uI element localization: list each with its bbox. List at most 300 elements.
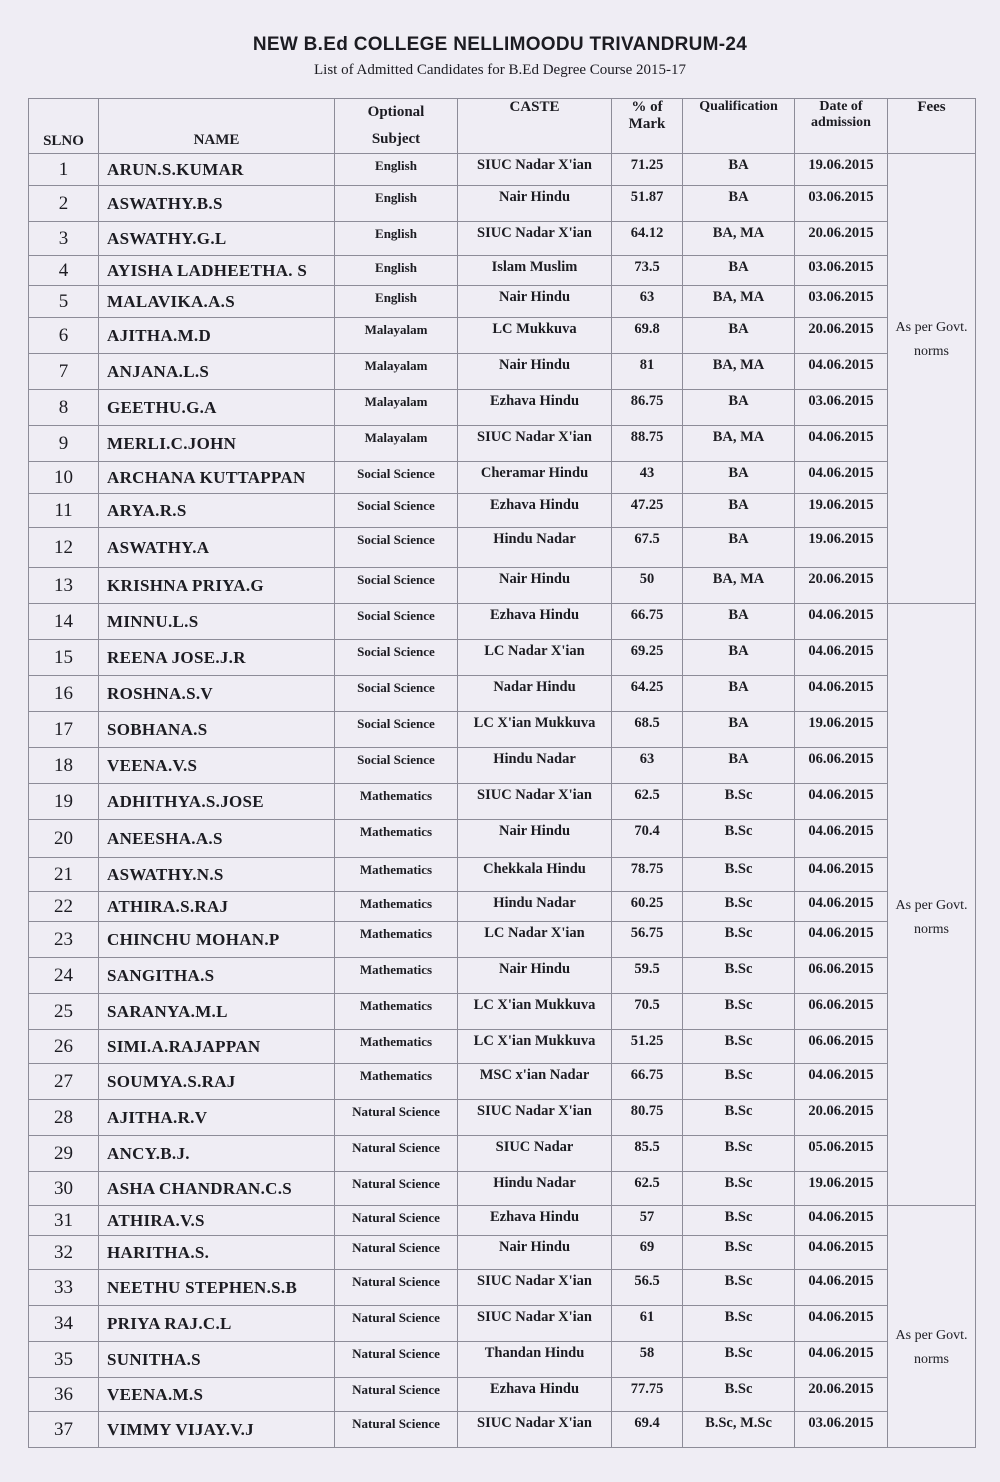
cell-mark: 51.87: [612, 186, 683, 222]
table-row: [29, 1306, 976, 1342]
cell-mark: 61: [612, 1306, 683, 1342]
cell-date: 04.06.2015: [795, 784, 888, 820]
cell-date: 06.06.2015: [795, 1030, 888, 1064]
cell-date: 04.06.2015: [795, 604, 888, 640]
cell-subject: Social Science: [335, 494, 458, 528]
cell-qualification: B.Sc: [683, 784, 795, 820]
cell-qualification: BA: [683, 462, 795, 494]
cell-qualification: BA: [683, 390, 795, 426]
table-row: [29, 640, 976, 676]
cell-caste: Nair Hindu: [458, 1236, 612, 1270]
cell-subject: Malayalam: [335, 390, 458, 426]
cell-name: ASWATHY.A: [99, 528, 335, 568]
cell-mark: 43: [612, 462, 683, 494]
cell-subject: Mathematics: [335, 892, 458, 922]
table-row: [29, 318, 976, 354]
cell-caste: Ezhava Hindu: [458, 1206, 612, 1236]
cell-subject: Social Science: [335, 604, 458, 640]
cell-caste: SIUC Nadar X'ian: [458, 1100, 612, 1136]
cell-qualification: BA: [683, 676, 795, 712]
cell-mark: 73.5: [612, 256, 683, 286]
cell-mark: 66.75: [612, 604, 683, 640]
cell-date: 19.06.2015: [795, 712, 888, 748]
cell-subject: Social Science: [335, 462, 458, 494]
cell-subject: Social Science: [335, 676, 458, 712]
table-header-row: [29, 99, 976, 154]
cell-qualification: BA, MA: [683, 568, 795, 604]
cell-mark: 67.5: [612, 528, 683, 568]
cell-mark: 69.4: [612, 1412, 683, 1448]
cell-mark: 70.5: [612, 994, 683, 1030]
cell-caste: Islam Muslim: [458, 256, 612, 286]
cell-date: 04.06.2015: [795, 892, 888, 922]
cell-qualification: BA: [683, 712, 795, 748]
cell-qualification: BA: [683, 604, 795, 640]
cell-slno: 15: [29, 640, 99, 676]
cell-date: 04.06.2015: [795, 1236, 888, 1270]
cell-qualification: BA: [683, 186, 795, 222]
cell-caste: Nair Hindu: [458, 958, 612, 994]
cell-mark: 64.25: [612, 676, 683, 712]
cell-slno: 35: [29, 1342, 99, 1378]
cell-name: ARYA.R.S: [99, 494, 335, 528]
table-row: [29, 958, 976, 994]
cell-name: PRIYA RAJ.C.L: [99, 1306, 335, 1342]
admission-table: [28, 98, 976, 1448]
cell-name: MALAVIKA.A.S: [99, 286, 335, 318]
cell-date: 03.06.2015: [795, 186, 888, 222]
cell-subject: English: [335, 154, 458, 186]
cell-qualification: B.Sc: [683, 858, 795, 892]
header-caste: CASTE: [458, 99, 612, 154]
cell-slno: 7: [29, 354, 99, 390]
cell-caste: LC Nadar X'ian: [458, 640, 612, 676]
cell-slno: 2: [29, 186, 99, 222]
cell-mark: 77.75: [612, 1378, 683, 1412]
cell-caste: SIUC Nadar X'ian: [458, 426, 612, 462]
cell-caste: SIUC Nadar X'ian: [458, 1306, 612, 1342]
fees-note: As per Govt. norms: [895, 320, 968, 359]
cell-subject: English: [335, 286, 458, 318]
cell-slno: 11: [29, 494, 99, 528]
cell-caste: Ezhava Hindu: [458, 604, 612, 640]
cell-qualification: B.Sc: [683, 1206, 795, 1236]
cell-subject: Malayalam: [335, 426, 458, 462]
cell-mark: 80.75: [612, 1100, 683, 1136]
header-qualification: Qualification: [683, 99, 795, 154]
cell-caste: Ezhava Hindu: [458, 390, 612, 426]
cell-qualification: B.Sc: [683, 1100, 795, 1136]
cell-caste: LC X'ian Mukkuva: [458, 994, 612, 1030]
cell-subject: Natural Science: [335, 1100, 458, 1136]
cell-mark: 68.5: [612, 712, 683, 748]
cell-qualification: BA, MA: [683, 354, 795, 390]
cell-date: 04.06.2015: [795, 1206, 888, 1236]
table-row: [29, 390, 976, 426]
cell-mark: 58: [612, 1342, 683, 1378]
cell-date: 03.06.2015: [795, 1412, 888, 1448]
cell-mark: 86.75: [612, 390, 683, 426]
cell-qualification: B.Sc: [683, 1306, 795, 1342]
table-row: [29, 154, 976, 186]
cell-name: VEENA.V.S: [99, 748, 335, 784]
cell-date: 19.06.2015: [795, 528, 888, 568]
table-row: [29, 1064, 976, 1100]
cell-caste: SIUC Nadar X'ian: [458, 1412, 612, 1448]
cell-caste: Nadar Hindu: [458, 676, 612, 712]
cell-caste: LC Nadar X'ian: [458, 922, 612, 958]
cell-name: SANGITHA.S: [99, 958, 335, 994]
table-row: [29, 286, 976, 318]
cell-qualification: BA: [683, 494, 795, 528]
cell-mark: 69.25: [612, 640, 683, 676]
cell-date: 06.06.2015: [795, 748, 888, 784]
fees-note: As per Govt. norms: [895, 1328, 968, 1367]
cell-name: HARITHA.S.: [99, 1236, 335, 1270]
cell-subject: Natural Science: [335, 1412, 458, 1448]
cell-mark: 62.5: [612, 1172, 683, 1206]
cell-qualification: BA: [683, 154, 795, 186]
cell-caste: Chekkala Hindu: [458, 858, 612, 892]
cell-qualification: BA: [683, 528, 795, 568]
table-row: [29, 186, 976, 222]
cell-date: 04.06.2015: [795, 676, 888, 712]
cell-qualification: BA: [683, 640, 795, 676]
table-row: [29, 494, 976, 528]
cell-date: 04.06.2015: [795, 462, 888, 494]
table-body: [29, 154, 976, 1448]
cell-date: 04.06.2015: [795, 1270, 888, 1306]
cell-qualification: B.Sc: [683, 820, 795, 858]
cell-name: ATHIRA.V.S: [99, 1206, 335, 1236]
header-slno: SLNO: [29, 99, 99, 154]
cell-mark: 51.25: [612, 1030, 683, 1064]
cell-name: ASWATHY.B.S: [99, 186, 335, 222]
cell-date: 20.06.2015: [795, 222, 888, 256]
cell-date: 03.06.2015: [795, 256, 888, 286]
cell-name: ARCHANA KUTTAPPAN: [99, 462, 335, 494]
table-row: [29, 426, 976, 462]
cell-name: CHINCHU MOHAN.P: [99, 922, 335, 958]
cell-name: ROSHNA.S.V: [99, 676, 335, 712]
cell-slno: 25: [29, 994, 99, 1030]
cell-subject: Natural Science: [335, 1236, 458, 1270]
table-row: [29, 748, 976, 784]
cell-name: ANJANA.L.S: [99, 354, 335, 390]
cell-name: SOBHANA.S: [99, 712, 335, 748]
cell-qualification: B.Sc: [683, 958, 795, 994]
cell-name: AJITHA.M.D: [99, 318, 335, 354]
cell-subject: Natural Science: [335, 1378, 458, 1412]
cell-slno: 31: [29, 1206, 99, 1236]
cell-slno: 14: [29, 604, 99, 640]
cell-subject: Natural Science: [335, 1306, 458, 1342]
cell-subject: Natural Science: [335, 1206, 458, 1236]
cell-qualification: B.Sc: [683, 1342, 795, 1378]
cell-caste: Hindu Nadar: [458, 528, 612, 568]
cell-name: ARUN.S.KUMAR: [99, 154, 335, 186]
cell-mark: 88.75: [612, 426, 683, 462]
cell-caste: Nair Hindu: [458, 820, 612, 858]
cell-subject: Mathematics: [335, 858, 458, 892]
fees-cell: [888, 1206, 976, 1448]
cell-date: 04.06.2015: [795, 1064, 888, 1100]
cell-date: 19.06.2015: [795, 1172, 888, 1206]
cell-slno: 3: [29, 222, 99, 256]
cell-caste: LC X'ian Mukkuva: [458, 712, 612, 748]
cell-date: 19.06.2015: [795, 154, 888, 186]
cell-slno: 37: [29, 1412, 99, 1448]
cell-name: SIMI.A.RAJAPPAN: [99, 1030, 335, 1064]
cell-mark: 81: [612, 354, 683, 390]
cell-slno: 17: [29, 712, 99, 748]
table-row: [29, 1378, 976, 1412]
cell-name: MERLI.C.JOHN: [99, 426, 335, 462]
page-subtitle: List of Admitted Candidates for B.Ed Degree Course 2015-17: [313, 62, 686, 78]
cell-slno: 23: [29, 922, 99, 958]
cell-qualification: B.Sc: [683, 1172, 795, 1206]
cell-caste: Nair Hindu: [458, 186, 612, 222]
cell-name: VEENA.M.S: [99, 1378, 335, 1412]
table-row: [29, 994, 976, 1030]
cell-date: 04.06.2015: [795, 922, 888, 958]
cell-slno: 12: [29, 528, 99, 568]
cell-caste: SIUC Nadar X'ian: [458, 1270, 612, 1306]
cell-mark: 69: [612, 1236, 683, 1270]
cell-qualification: BA, MA: [683, 426, 795, 462]
table-row: [29, 1412, 976, 1448]
cell-qualification: B.Sc: [683, 994, 795, 1030]
cell-name: ADHITHYA.S.JOSE: [99, 784, 335, 820]
table-row: [29, 604, 976, 640]
cell-date: 20.06.2015: [795, 318, 888, 354]
admission-table-container: [28, 98, 975, 1453]
cell-qualification: B.Sc, M.Sc: [683, 1412, 795, 1448]
cell-name: MINNU.L.S: [99, 604, 335, 640]
cell-slno: 21: [29, 858, 99, 892]
cell-subject: Natural Science: [335, 1136, 458, 1172]
cell-caste: Ezhava Hindu: [458, 1378, 612, 1412]
cell-name: SUNITHA.S: [99, 1342, 335, 1378]
cell-name: VIMMY VIJAY.V.J: [99, 1412, 335, 1448]
cell-slno: 29: [29, 1136, 99, 1172]
cell-slno: 6: [29, 318, 99, 354]
cell-subject: Malayalam: [335, 354, 458, 390]
cell-mark: 66.75: [612, 1064, 683, 1100]
cell-name: SOUMYA.S.RAJ: [99, 1064, 335, 1100]
table-row: [29, 1270, 976, 1306]
cell-name: ANEESHA.A.S: [99, 820, 335, 858]
header-fees: Fees: [888, 99, 976, 154]
table-row: [29, 1030, 976, 1064]
cell-subject: English: [335, 256, 458, 286]
cell-slno: 5: [29, 286, 99, 318]
cell-slno: 19: [29, 784, 99, 820]
cell-name: REENA JOSE.J.R: [99, 640, 335, 676]
fees-cell: [888, 154, 976, 604]
cell-caste: Nair Hindu: [458, 568, 612, 604]
cell-mark: 47.25: [612, 494, 683, 528]
cell-slno: 24: [29, 958, 99, 994]
cell-slno: 8: [29, 390, 99, 426]
cell-qualification: B.Sc: [683, 1378, 795, 1412]
cell-date: 04.06.2015: [795, 640, 888, 676]
cell-caste: LC Mukkuva: [458, 318, 612, 354]
cell-subject: Mathematics: [335, 1030, 458, 1064]
table-row: [29, 858, 976, 892]
cell-qualification: B.Sc: [683, 1136, 795, 1172]
cell-slno: 34: [29, 1306, 99, 1342]
cell-subject: Natural Science: [335, 1270, 458, 1306]
cell-subject: Mathematics: [335, 994, 458, 1030]
cell-qualification: B.Sc: [683, 1064, 795, 1100]
cell-caste: SIUC Nadar X'ian: [458, 784, 612, 820]
cell-caste: Cheramar Hindu: [458, 462, 612, 494]
header-mark: % of Mark: [612, 99, 683, 154]
cell-date: 19.06.2015: [795, 494, 888, 528]
cell-name: AJITHA.R.V: [99, 1100, 335, 1136]
table-row: [29, 892, 976, 922]
cell-qualification: BA, MA: [683, 222, 795, 256]
cell-subject: English: [335, 186, 458, 222]
cell-slno: 33: [29, 1270, 99, 1306]
cell-mark: 50: [612, 568, 683, 604]
cell-name: ASWATHY.G.L: [99, 222, 335, 256]
cell-mark: 63: [612, 748, 683, 784]
header-name: NAME: [99, 99, 335, 154]
cell-slno: 10: [29, 462, 99, 494]
cell-slno: 13: [29, 568, 99, 604]
cell-caste: Hindu Nadar: [458, 748, 612, 784]
cell-name: AYISHA LADHEETHA. S: [99, 256, 335, 286]
cell-qualification: B.Sc: [683, 1236, 795, 1270]
cell-mark: 78.75: [612, 858, 683, 892]
table-row: [29, 922, 976, 958]
cell-name: KRISHNA PRIYA.G: [99, 568, 335, 604]
cell-date: 04.06.2015: [795, 858, 888, 892]
cell-subject: Social Science: [335, 748, 458, 784]
cell-subject: Social Science: [335, 640, 458, 676]
cell-date: 04.06.2015: [795, 1342, 888, 1378]
cell-slno: 18: [29, 748, 99, 784]
cell-caste: Hindu Nadar: [458, 1172, 612, 1206]
table-row: [29, 1342, 976, 1378]
cell-name: ANCY.B.J.: [99, 1136, 335, 1172]
cell-subject: Social Science: [335, 568, 458, 604]
table-row: [29, 1136, 976, 1172]
cell-slno: 20: [29, 820, 99, 858]
cell-slno: 16: [29, 676, 99, 712]
table-row: [29, 222, 976, 256]
cell-date: 04.06.2015: [795, 426, 888, 462]
table-row: [29, 354, 976, 390]
cell-qualification: BA, MA: [683, 286, 795, 318]
cell-mark: 57: [612, 1206, 683, 1236]
cell-caste: Nair Hindu: [458, 286, 612, 318]
cell-subject: Mathematics: [335, 922, 458, 958]
cell-name: ASHA CHANDRAN.C.S: [99, 1172, 335, 1206]
cell-slno: 9: [29, 426, 99, 462]
cell-subject: Mathematics: [335, 958, 458, 994]
cell-qualification: B.Sc: [683, 1030, 795, 1064]
cell-qualification: BA: [683, 748, 795, 784]
cell-qualification: B.Sc: [683, 1270, 795, 1306]
cell-qualification: BA: [683, 256, 795, 286]
cell-slno: 28: [29, 1100, 99, 1136]
cell-subject: Natural Science: [335, 1172, 458, 1206]
cell-slno: 26: [29, 1030, 99, 1064]
table-row: [29, 1172, 976, 1206]
cell-subject: Social Science: [335, 528, 458, 568]
cell-caste: Nair Hindu: [458, 354, 612, 390]
table-row: [29, 676, 976, 712]
table-row: [29, 784, 976, 820]
table-row: [29, 1100, 976, 1136]
cell-qualification: B.Sc: [683, 922, 795, 958]
cell-qualification: B.Sc: [683, 892, 795, 922]
table-row: [29, 256, 976, 286]
cell-date: 20.06.2015: [795, 568, 888, 604]
cell-mark: 85.5: [612, 1136, 683, 1172]
cell-caste: SIUC Nadar: [458, 1136, 612, 1172]
cell-name: SARANYA.M.L: [99, 994, 335, 1030]
cell-subject: English: [335, 222, 458, 256]
cell-mark: 56.5: [612, 1270, 683, 1306]
cell-mark: 71.25: [612, 154, 683, 186]
cell-mark: 56.75: [612, 922, 683, 958]
cell-date: 06.06.2015: [795, 958, 888, 994]
cell-slno: 22: [29, 892, 99, 922]
cell-subject: Mathematics: [335, 1064, 458, 1100]
cell-name: NEETHU STEPHEN.S.B: [99, 1270, 335, 1306]
cell-subject: Natural Science: [335, 1342, 458, 1378]
cell-mark: 62.5: [612, 784, 683, 820]
cell-name: ASWATHY.N.S: [99, 858, 335, 892]
header-subject: Optional Subject: [335, 99, 458, 154]
cell-caste: MSC x'ian Nadar: [458, 1064, 612, 1100]
page-title: NEW B.Ed COLLEGE NELLIMOODU TRIVANDRUM-24: [252, 34, 748, 55]
cell-mark: 69.8: [612, 318, 683, 354]
cell-date: 20.06.2015: [795, 1378, 888, 1412]
cell-subject: Mathematics: [335, 784, 458, 820]
fees-note: As per Govt. norms: [895, 898, 968, 937]
cell-slno: 4: [29, 256, 99, 286]
table-row: [29, 568, 976, 604]
table-row: [29, 820, 976, 858]
cell-date: 04.06.2015: [795, 354, 888, 390]
cell-caste: SIUC Nadar X'ian: [458, 222, 612, 256]
cell-mark: 59.5: [612, 958, 683, 994]
cell-date: 04.06.2015: [795, 820, 888, 858]
table-row: [29, 712, 976, 748]
cell-date: 03.06.2015: [795, 286, 888, 318]
cell-date: 05.06.2015: [795, 1136, 888, 1172]
cell-subject: Malayalam: [335, 318, 458, 354]
cell-slno: 1: [29, 154, 99, 186]
cell-slno: 32: [29, 1236, 99, 1270]
cell-qualification: BA: [683, 318, 795, 354]
table-row: [29, 528, 976, 568]
cell-mark: 64.12: [612, 222, 683, 256]
cell-date: 06.06.2015: [795, 994, 888, 1030]
cell-date: 20.06.2015: [795, 1100, 888, 1136]
cell-mark: 70.4: [612, 820, 683, 858]
cell-date: 04.06.2015: [795, 1306, 888, 1342]
cell-caste: SIUC Nadar X'ian: [458, 154, 612, 186]
cell-name: ATHIRA.S.RAJ: [99, 892, 335, 922]
cell-caste: Hindu Nadar: [458, 892, 612, 922]
fees-cell: [888, 604, 976, 1206]
